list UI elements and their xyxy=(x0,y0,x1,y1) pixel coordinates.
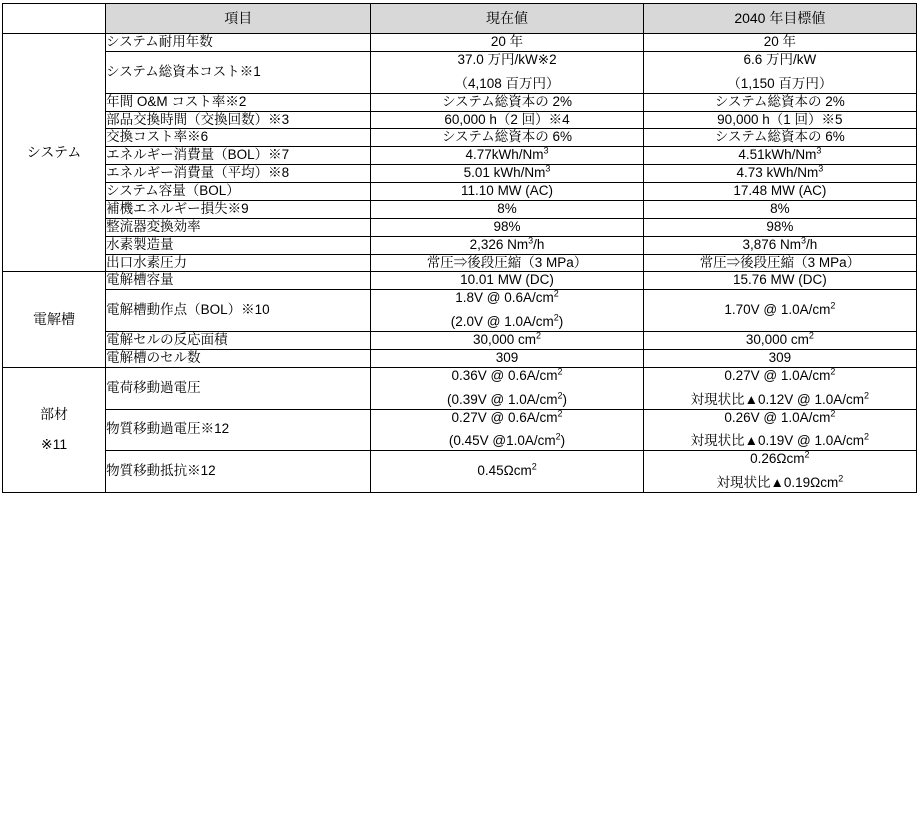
item-cell xyxy=(106,93,371,111)
group-label-cell xyxy=(3,272,106,367)
item-cell-text: 電解セルの反応面積 xyxy=(106,332,228,347)
item-cell-text: 電解槽動作点（BOL）※10 xyxy=(106,302,270,318)
current-value-cell-text: 5.01 kWh/Nm$^3$ xyxy=(463,163,551,181)
table-row xyxy=(3,272,917,290)
item-cell xyxy=(106,236,371,254)
target-value-cell-text: 15.76 MW (DC) xyxy=(732,272,827,288)
target-value-cell xyxy=(643,183,916,201)
current-value-cell-text: 常圧⇒後段圧縮（3 MPa） xyxy=(426,254,588,270)
current-value-cell xyxy=(371,349,643,367)
current-value-cell xyxy=(371,183,643,201)
group-label: 電解槽 xyxy=(33,310,76,327)
current-value-cell-subtext: (0.45V $@1.0A/cm^2$) xyxy=(448,431,566,449)
current-value-cell xyxy=(371,51,643,93)
current-value-cell xyxy=(371,34,643,52)
target-value-cell xyxy=(643,349,916,367)
target-value-cell-text: 0.26Ωcm$^2$ xyxy=(750,449,810,467)
table-row xyxy=(3,254,917,272)
header-corner xyxy=(3,4,106,34)
target-value-cell-text: 8% xyxy=(770,200,790,216)
item-cell-text: 交換コスト率※6 xyxy=(106,129,209,145)
item-cell-text: エネルギー消費量（BOL）※7 xyxy=(106,147,290,163)
current-value-cell-text: 0.36V @ $0.6A/cm^2$ xyxy=(451,366,563,383)
current-value-cell-text: 20 年 xyxy=(490,34,524,49)
current-value-cell-text: 0.27V @ $0.6A/cm^2$ xyxy=(451,408,563,425)
target-value-cell xyxy=(643,51,916,93)
item-cell-text: 物質移動過電圧※12 xyxy=(106,421,230,437)
table-row xyxy=(3,236,917,254)
target-value-cell xyxy=(643,236,916,254)
target-value-cell xyxy=(643,367,916,409)
table-row xyxy=(3,111,917,129)
header-current: 現在値 xyxy=(371,4,643,34)
item-cell xyxy=(106,332,371,350)
target-value-cell xyxy=(643,451,916,493)
target-value-cell xyxy=(643,34,916,52)
item-cell xyxy=(106,290,371,332)
table-row xyxy=(3,409,917,451)
target-value-cell xyxy=(643,332,916,350)
table-row xyxy=(3,147,917,165)
table-row xyxy=(3,51,917,93)
target-value-cell xyxy=(643,147,916,165)
current-value-cell xyxy=(371,332,643,350)
table-row xyxy=(3,349,917,367)
header-row xyxy=(3,4,917,34)
target-value-cell-text: 17.48 MW (AC) xyxy=(733,183,827,198)
item-cell xyxy=(106,200,371,218)
item-cell xyxy=(106,165,371,183)
current-value-cell xyxy=(371,218,643,236)
item-cell-text: 電荷移動過電圧 xyxy=(106,379,201,395)
target-value-cell-text: 90,000 h（1 回）※5 xyxy=(717,111,843,127)
target-value-cell-text: 3,876 Nm$^3$/h xyxy=(742,235,818,252)
item-cell-text: 年間 O&M コスト率※2 xyxy=(106,93,247,109)
target-value-cell-subtext: （1,150 百万円） xyxy=(727,75,833,91)
target-value-cell-text: 1.70V @ $1.0A/cm^2$ xyxy=(724,300,836,318)
target-value-cell xyxy=(643,290,916,332)
item-cell xyxy=(106,451,371,493)
item-cell-text: 電解槽容量 xyxy=(106,272,174,288)
item-cell-text: システム耐用年数 xyxy=(106,34,213,49)
target-value-cell xyxy=(643,218,916,236)
item-cell xyxy=(106,51,371,93)
current-value-cell-text: 1.8V @ $0.6A/cm^2$ xyxy=(455,288,559,306)
header-target: 2040 年目標値 xyxy=(643,4,916,34)
table-row xyxy=(3,183,917,201)
item-cell xyxy=(106,254,371,272)
target-value-cell-text: 常圧⇒後段圧縮（3 MPa） xyxy=(699,254,861,270)
current-value-cell xyxy=(371,409,643,451)
item-cell xyxy=(106,129,371,147)
table-body xyxy=(3,34,917,493)
current-value-cell-text: システム総資本の 6% xyxy=(442,129,572,145)
item-cell-text: システム総資本コスト※1 xyxy=(106,63,261,79)
target-value-cell-text: 20 年 xyxy=(763,34,796,49)
current-value-cell xyxy=(371,165,643,183)
current-value-cell xyxy=(371,451,643,493)
target-value-cell xyxy=(643,129,916,147)
current-value-cell xyxy=(371,236,643,254)
current-value-cell xyxy=(371,200,643,218)
table-row xyxy=(3,332,917,350)
table-row xyxy=(3,367,917,409)
target-value-cell-text: システム総資本の 6% xyxy=(714,129,845,145)
current-value-cell xyxy=(371,93,643,111)
group-label-cell xyxy=(3,367,106,492)
item-cell-text: 整流器変換効率 xyxy=(106,218,201,234)
table-row xyxy=(3,165,917,183)
item-cell-text: エネルギー消費量（平均）※8 xyxy=(106,165,290,181)
table-header xyxy=(3,4,917,34)
target-value-cell-subtext: 対現状比▲0.19V @ $1.0A/cm^2$ xyxy=(690,431,870,449)
item-cell xyxy=(106,272,371,290)
current-value-cell-text: 10.01 MW (DC) xyxy=(460,272,554,288)
target-value-cell-text: 4.73 kWh/Nm$^3$ xyxy=(736,163,824,181)
item-cell xyxy=(106,349,371,367)
item-cell xyxy=(106,409,371,451)
target-value-cell-text: 0.26V @ $1.0A/cm^2$ xyxy=(724,408,836,425)
item-cell-text: 物質移動抵抗※12 xyxy=(106,463,216,479)
current-value-cell-subtext: (2.0V @ $1.0A/cm^2$) xyxy=(450,312,564,330)
current-value-cell-text: 98% xyxy=(493,218,521,234)
current-value-cell xyxy=(371,129,643,147)
target-value-cell-text: 98% xyxy=(766,218,794,234)
current-value-cell xyxy=(371,290,643,332)
item-cell xyxy=(106,111,371,129)
group-label-note: ※11 xyxy=(40,435,68,452)
current-value-cell-text: 11.10 MW (AC) xyxy=(461,183,554,198)
item-cell-text: 部品交換時間（交換回数）※3 xyxy=(106,111,290,127)
table-row xyxy=(3,451,917,493)
group-label-cell xyxy=(3,34,106,272)
item-cell-text: システム容量（BOL） xyxy=(106,183,240,198)
target-value-cell xyxy=(643,165,916,183)
current-value-cell xyxy=(371,254,643,272)
item-cell xyxy=(106,147,371,165)
target-value-cell xyxy=(643,254,916,272)
item-cell xyxy=(106,183,371,201)
table-row xyxy=(3,290,917,332)
current-value-cell-text: 8% xyxy=(497,200,517,216)
current-value-cell xyxy=(371,272,643,290)
target-value-cell-text: システム総資本の 2% xyxy=(714,93,845,109)
current-value-cell-text: 0.45Ωcm$^2$ xyxy=(477,461,537,479)
group-label: システム xyxy=(26,143,82,160)
target-value-cell-subtext: 対現状比▲0.19Ωcm$^2$ xyxy=(716,473,844,491)
current-value-cell-text: 30,000 $cm^2$ xyxy=(473,330,542,347)
item-cell xyxy=(106,218,371,236)
group-label: 部材 xyxy=(40,406,69,423)
item-cell-text: 水素製造量 xyxy=(106,236,174,252)
current-value-cell-text: 2,326 Nm$^3$/h xyxy=(469,235,545,252)
target-value-cell xyxy=(643,111,916,129)
target-value-cell xyxy=(643,272,916,290)
table-row xyxy=(3,218,917,236)
current-value-cell-text: 60,000 h（2 回）※4 xyxy=(444,111,570,127)
item-cell-text: 電解槽のセル数 xyxy=(106,349,201,365)
current-value-cell xyxy=(371,111,643,129)
table-row xyxy=(3,129,917,147)
target-value-cell-text: 309 xyxy=(768,349,792,365)
table-row xyxy=(3,200,917,218)
current-value-cell-subtext: (0.39V @ $1.0A/cm^2$) xyxy=(447,390,568,407)
target-value-cell-text: 30,000 $cm^2$ xyxy=(745,330,814,347)
current-value-cell-subtext: （4,108 百万円） xyxy=(454,75,560,91)
current-value-cell xyxy=(371,367,643,409)
target-value-cell-text: 4.51kWh/Nm$^3$ xyxy=(738,145,822,163)
current-value-cell-text: 4.77kWh/Nm$^3$ xyxy=(465,145,549,163)
table-row xyxy=(3,93,917,111)
current-value-cell-text: システム総資本の 2% xyxy=(442,93,572,109)
target-value-cell xyxy=(643,200,916,218)
specification-table xyxy=(2,3,917,493)
target-value-cell xyxy=(643,93,916,111)
current-value-cell-text: 309 xyxy=(495,349,519,365)
item-cell xyxy=(106,367,371,409)
item-cell-text: 出口水素圧力 xyxy=(106,254,188,270)
target-value-cell xyxy=(643,409,916,451)
item-cell xyxy=(106,34,371,52)
target-value-cell-text: 0.27V @ $1.0A/cm^2$ xyxy=(724,366,836,383)
current-value-cell xyxy=(371,147,643,165)
target-value-cell-text: 6.6 万円/kW xyxy=(743,51,817,67)
table-row xyxy=(3,34,917,52)
target-value-cell-subtext: 対現状比▲0.12V @ $1.0A/cm^2$ xyxy=(690,390,870,407)
current-value-cell-text: 37.0 万円/kW※2 xyxy=(457,51,557,67)
header-item: 項目 xyxy=(106,4,371,34)
item-cell-text: 補機エネルギー損失※9 xyxy=(106,200,249,216)
